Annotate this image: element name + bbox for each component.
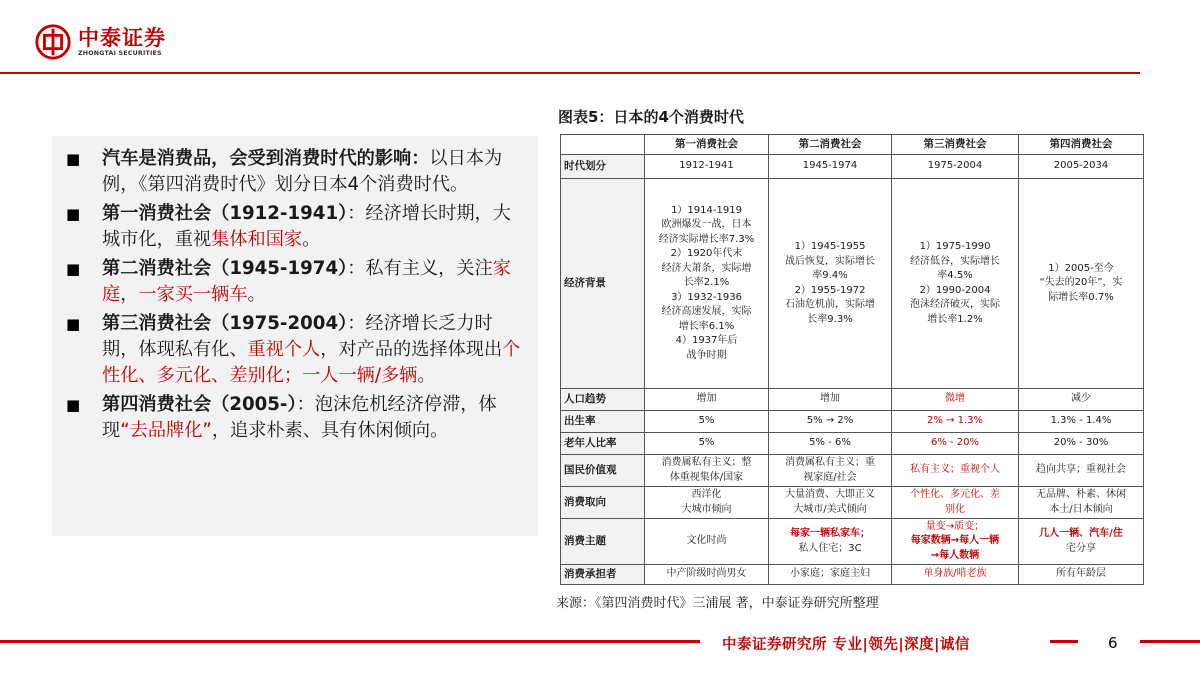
column-header: 第二消费社会 [769, 135, 892, 155]
bullet-text [102, 311, 528, 389]
cell-line: 西洋化 [691, 489, 722, 500]
bullet-square-icon: ■ [66, 315, 81, 333]
cell-line: 1.3% - 1.4% [1050, 415, 1112, 427]
cell-line: 2）1955-1972 [794, 284, 866, 296]
table-cell [892, 519, 1019, 565]
company-logo [34, 22, 184, 62]
bullet-text-segment: “去品牌化” [120, 420, 212, 441]
bullet-text-segment: ， [120, 284, 139, 305]
bullet-text-segment: 第二消费社会（1945-1974） [102, 258, 348, 279]
cell-line: 私人住宅；3C [798, 542, 862, 554]
bullet-text-segment: ，追求朴素、具有休闲倾向。 [211, 420, 449, 441]
table-cell [1019, 411, 1144, 433]
table-cell [645, 487, 769, 519]
cell-line: 3）1932-1936 [671, 291, 742, 303]
bullet-text-segment: ：私有主义，关注 [347, 258, 493, 279]
bullet-item [66, 311, 528, 389]
summary-panel [52, 136, 538, 536]
table-cell [769, 455, 892, 487]
cell-line: 小家庭；家庭主妇 [790, 568, 870, 580]
table-cell [1019, 389, 1144, 411]
bullet-text [102, 146, 528, 198]
cell-line: 率4.5% [937, 270, 973, 281]
cell-line: 泡沫经济破灭，实际 [910, 299, 1000, 310]
bullet-text-segment: 。 [417, 365, 436, 386]
bullet-square-icon: ■ [66, 205, 81, 223]
cell-line: 微增 [945, 393, 965, 405]
column-header: 第三消费社会 [892, 135, 1019, 155]
table-cell [892, 179, 1019, 389]
footer-rule-right [1140, 640, 1200, 643]
source-note: 来源：《第四消费时代》三浦展 著，中泰证券研究所整理 [556, 596, 879, 611]
cell-line: 2）1990-2004 [919, 284, 991, 296]
cell-line: 个性化、多元化、差 [910, 489, 1000, 500]
bullet-item [66, 201, 528, 253]
cell-line: 增加 [696, 393, 717, 405]
table-header-row [561, 135, 1144, 155]
logo-cn-text: 中泰证券 [78, 26, 166, 50]
table-row [561, 411, 1144, 433]
header-corner [561, 135, 645, 155]
cell-line: 战后恢复，实际增长 [785, 255, 875, 267]
table-cell [892, 411, 1019, 433]
cell-line: 每家一辆私家车； [790, 528, 870, 539]
column-header: 第一消费社会 [645, 135, 769, 155]
footer-slogan: 中泰证券研究所 专业|领先|深度|诚信 [722, 637, 970, 653]
consumption-era-table [560, 134, 1144, 585]
cell-line: 际增长率0.7% [1048, 291, 1114, 303]
table-cell [892, 155, 1019, 179]
cell-line: 2005-2034 [1053, 160, 1109, 172]
cell-line: 经济高速发展，实际 [661, 306, 752, 318]
table-cell [769, 411, 892, 433]
bullet-text-segment: 个性化、多元化、差别化；一人一辆/多辆 [102, 339, 521, 386]
cell-line: 2）1920年代末 [670, 248, 743, 260]
cell-line: 体重视集体/国家 [669, 471, 744, 483]
bullet-item [66, 146, 528, 198]
table-cell [645, 389, 769, 411]
table-row [561, 455, 1144, 487]
table-row [561, 565, 1144, 585]
bullet-text-segment: ：经济增长乏力时期，体现私有化、 [102, 313, 493, 360]
bullet-text [102, 392, 528, 444]
row-header: 出生率 [561, 411, 645, 433]
bullet-text-segment: 家庭 [102, 258, 511, 305]
cell-line: 文化时尚 [686, 535, 727, 547]
zhongtai-logo-icon [34, 23, 72, 61]
cell-line: 长率9.3% [807, 313, 853, 325]
bullet-text [102, 201, 528, 253]
cell-line: 大量消费、大即正义 [785, 489, 875, 500]
cell-line: 大城市倾向 [681, 503, 732, 515]
bullet-text-segment: 。 [247, 284, 266, 305]
table-cell [769, 179, 892, 389]
cell-line: 1）2005-至今 [1048, 262, 1114, 274]
header-divider [0, 72, 1140, 74]
cell-line: 增长率1.2% [927, 313, 983, 325]
table-row [561, 389, 1144, 411]
bullet-text-segment: ，对产品的选择体现出 [320, 339, 503, 360]
cell-line: 6% - 20% [930, 437, 980, 449]
bullet-text-segment: 重视个人 [247, 339, 321, 360]
table-cell [1019, 455, 1144, 487]
bullet-text-segment: ：经济增长时期，大城市化，重视 [102, 203, 511, 250]
cell-line: 宅分享 [1066, 542, 1096, 554]
cell-line: 1912-1941 [679, 160, 734, 172]
table-cell [769, 565, 892, 585]
table-cell [645, 411, 769, 433]
table-cell [645, 455, 769, 487]
cell-line: 5% [698, 415, 715, 427]
table-cell [645, 433, 769, 455]
bullet-item [66, 256, 528, 308]
bullet-text [102, 256, 528, 308]
table-cell [1019, 519, 1144, 565]
cell-line: 趋向共享；重视社会 [1036, 464, 1126, 476]
bullet-text-segment: 第三消费社会（1975-2004） [102, 313, 348, 334]
bullet-text-segment: 第一消费社会（1912-1941） [102, 203, 348, 224]
cell-line: 大城市/美式倾向 [793, 503, 867, 515]
cell-line: 无品牌、朴素、休闲 [1036, 489, 1126, 500]
cell-line: “失去的20年”，实 [1039, 277, 1123, 289]
bullet-text-segment: 。 [302, 229, 321, 250]
bullet-square-icon: ■ [66, 396, 81, 414]
cell-line: 别化 [945, 503, 965, 515]
table-cell [892, 487, 1019, 519]
cell-line: 1）1914-1919 [671, 204, 742, 216]
table-cell [769, 487, 892, 519]
cell-line: 量变→质变； [925, 520, 985, 532]
cell-line: 经济低谷，实际增长 [910, 255, 1000, 267]
table-cell [1019, 565, 1144, 585]
cell-line: 单身族/啃老族 [923, 568, 987, 580]
cell-line: 消费属私有主义；整 [661, 457, 752, 468]
table-cell [645, 155, 769, 179]
cell-line: 几人一辆、汽车/住 [1039, 528, 1123, 539]
table-row [561, 155, 1144, 179]
table-cell [769, 519, 892, 565]
table-cell [1019, 179, 1144, 389]
cell-line: 减少 [1071, 393, 1091, 405]
cell-line: 4）1937年后 [675, 335, 738, 347]
cell-line: 5% - 6% [809, 437, 851, 449]
cell-line: 5% → 2% [806, 415, 854, 427]
row-header: 消费主题 [561, 519, 645, 565]
table-cell [769, 155, 892, 179]
table-cell [769, 389, 892, 411]
row-header: 国民价值观 [561, 455, 645, 487]
table-cell [645, 519, 769, 565]
cell-line: 增长率6.1% [678, 320, 735, 332]
cell-line: 石油危机前，实际增 [785, 299, 875, 310]
table-row [561, 519, 1144, 565]
row-header: 老年人比率 [561, 433, 645, 455]
cell-line: 5% [698, 437, 715, 449]
cell-line: 私有主义；重视个人 [910, 464, 1000, 476]
row-header: 消费承担者 [561, 565, 645, 585]
column-header: 第四消费社会 [1019, 135, 1144, 155]
cell-line: 1945-1974 [802, 160, 858, 172]
bullet-item [66, 392, 528, 444]
cell-line: 1）1975-1990 [919, 241, 991, 252]
bullet-text-segment: 以日本为例，《第四消费时代》划分日本4个消费时代。 [102, 148, 503, 195]
cell-line: 20% - 30% [1053, 437, 1109, 449]
cell-line: 经济实际增长率7.3% [658, 233, 755, 245]
table-cell [892, 389, 1019, 411]
table-cell [892, 433, 1019, 455]
table-row [561, 487, 1144, 519]
cell-line: 经济大萧条，实际增 [661, 262, 752, 274]
bullet-text-segment: 集体和国家 [211, 229, 303, 250]
cell-line: 所有年龄层 [1056, 568, 1106, 580]
bullet-text-segment: 汽车是消费品，会受到消费时代的影响： [102, 148, 430, 169]
table-cell [892, 455, 1019, 487]
cell-line: 1）1945-1955 [794, 241, 866, 252]
cell-line: 1975-2004 [927, 160, 983, 172]
table-cell [769, 433, 892, 455]
table-cell [892, 565, 1019, 585]
cell-line: 视家庭/社会 [803, 471, 857, 483]
cell-line: 增加 [820, 393, 840, 405]
cell-line: 每家数辆→每人一辆 [910, 535, 1000, 547]
cell-line: 消费属私有主义；重 [785, 457, 875, 468]
cell-line: 长率2.1% [683, 277, 730, 289]
row-header: 人口趋势 [561, 389, 645, 411]
table-row [561, 179, 1144, 389]
bullet-text-segment: ：泡沫危机经济停滞，体现 [102, 394, 497, 441]
table-cell [645, 179, 769, 389]
cell-line: 战争时期 [686, 349, 727, 361]
table-title: 图表5：日本的4个消费时代 [558, 108, 744, 126]
table-cell [645, 565, 769, 585]
cell-line: 中产阶级时尚男女 [666, 568, 747, 580]
row-header: 经济背景 [561, 179, 645, 389]
cell-line: 率9.4% [812, 270, 848, 281]
page-number: 6 [1108, 634, 1118, 652]
footer-rule-left [0, 640, 700, 643]
table-cell [1019, 433, 1144, 455]
row-header: 时代划分 [561, 155, 645, 179]
cell-line: 2% → 1.3% [926, 415, 983, 427]
bullet-square-icon: ■ [66, 150, 81, 168]
footer-rule-mid [1050, 640, 1078, 643]
row-header: 消费取向 [561, 487, 645, 519]
cell-line: 欧洲爆发一战，日本 [661, 219, 752, 231]
bullet-text-segment: 一家买一辆车 [138, 284, 248, 305]
logo-en-text: ZHONGTAI SECURITIES [78, 50, 162, 57]
table-row [561, 433, 1144, 455]
bullet-square-icon: ■ [66, 260, 81, 278]
table-cell [1019, 155, 1144, 179]
cell-line: 本土/日本倾向 [1049, 503, 1113, 515]
table-cell [1019, 487, 1144, 519]
bullet-text-segment: 第四消费社会（2005-） [102, 394, 297, 415]
cell-line: →每人数辆 [930, 549, 980, 561]
